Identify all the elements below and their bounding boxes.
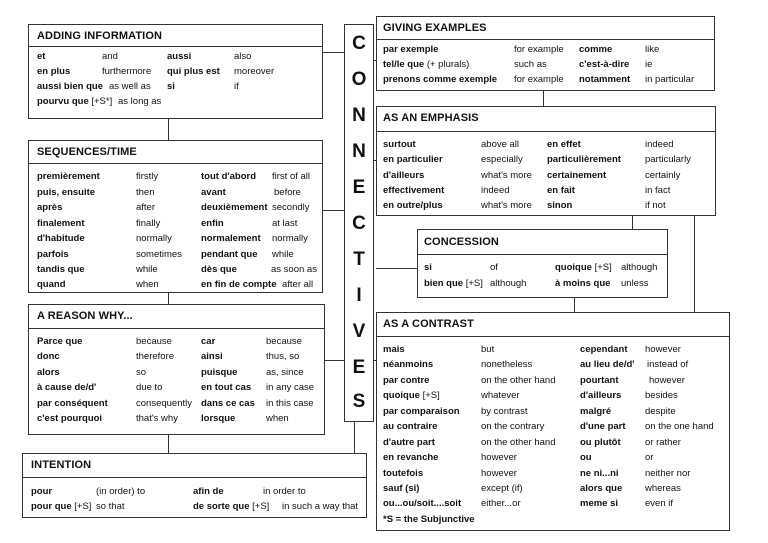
english-meaning: at last xyxy=(272,218,298,229)
english-meaning: therefore xyxy=(136,351,175,362)
section-title: AS A CONTRAST xyxy=(383,318,474,330)
connector-line xyxy=(322,360,344,361)
french-connective: c'est-à-dire xyxy=(579,59,630,70)
english-meaning: on the other hand xyxy=(481,437,556,448)
connector-line xyxy=(574,297,575,312)
english-meaning: of xyxy=(490,262,498,273)
french-connective: d'autre part xyxy=(383,437,435,448)
subjunctive-footnote: *S = the Subjunctive xyxy=(383,514,475,525)
french-connective: à moins que xyxy=(555,278,611,289)
english-meaning: because xyxy=(266,336,302,347)
french-connective: lorsque xyxy=(201,413,236,424)
contrast-box xyxy=(376,312,730,531)
connector-line xyxy=(632,215,633,229)
french-connective: néanmoins xyxy=(383,359,434,370)
english-meaning: moreover xyxy=(234,66,275,77)
french-connective: ne ni...ni xyxy=(580,468,619,479)
french-connective: avant xyxy=(201,187,226,198)
spine-letter: N xyxy=(352,105,366,126)
english-meaning: sometimes xyxy=(136,249,182,260)
english-meaning: indeed xyxy=(645,139,674,150)
french-connective: après xyxy=(37,202,63,213)
english-meaning: or rather xyxy=(645,437,681,448)
english-meaning: instead of xyxy=(647,359,689,370)
english-meaning: normally xyxy=(272,233,308,244)
english-meaning: however xyxy=(645,344,681,355)
french-connective: en tout cas xyxy=(201,382,252,393)
english-meaning: in this case xyxy=(266,398,314,409)
connectives-title-spine xyxy=(344,24,374,422)
spine-letter: E xyxy=(352,357,366,378)
english-meaning: such as xyxy=(514,59,547,70)
english-meaning: first of all xyxy=(272,171,311,182)
english-meaning: in such a way that xyxy=(282,501,359,512)
french-connective: et xyxy=(37,51,46,62)
english-meaning: but xyxy=(481,344,495,355)
giving-examples-box xyxy=(376,16,715,91)
french-connective: ou...ou/soit....soit xyxy=(383,498,462,509)
french-connective: enfin xyxy=(201,218,224,229)
french-connective: par comparaison xyxy=(383,406,460,417)
french-connective: certainement xyxy=(547,170,607,181)
spine-letter: E xyxy=(352,177,366,198)
french-connective: en particulier xyxy=(383,154,443,165)
french-connective: ainsi xyxy=(201,351,223,362)
connector-line xyxy=(694,215,695,312)
connector-line xyxy=(376,268,417,269)
english-meaning: (in order) to xyxy=(96,486,146,497)
spine-letter: S xyxy=(352,391,366,412)
french-connective: bien que [+S] xyxy=(424,278,483,289)
french-connective: si xyxy=(167,81,175,92)
french-connective: d'une part xyxy=(580,421,626,432)
english-meaning: secondly xyxy=(272,202,310,213)
english-meaning: as, since xyxy=(266,367,304,378)
title-divider xyxy=(29,46,322,47)
french-connective: pour que [+S] xyxy=(31,501,92,512)
french-connective: finalement xyxy=(37,218,85,229)
french-connective: de sorte que [+S] xyxy=(193,501,270,512)
title-divider xyxy=(377,39,714,40)
french-connective: puisque xyxy=(201,367,238,378)
english-meaning: besides xyxy=(645,390,678,401)
english-meaning: also xyxy=(234,51,252,62)
english-meaning: for example xyxy=(514,74,564,85)
french-connective: tel/le que (+ plurals) xyxy=(383,59,470,70)
french-connective: dans ce cas xyxy=(201,398,255,409)
french-connective: prenons comme exemple xyxy=(383,74,498,85)
english-meaning: except (if) xyxy=(481,483,523,494)
spine-letter: C xyxy=(352,213,366,234)
french-connective: notamment xyxy=(579,74,631,85)
english-meaning: after xyxy=(136,202,156,213)
english-meaning: what's more xyxy=(481,170,532,181)
french-connective: c'est pourquoi xyxy=(37,413,103,424)
spine-letter: N xyxy=(352,141,366,162)
english-meaning: although xyxy=(621,262,658,273)
french-connective: pourvu que [+S*] xyxy=(37,96,113,107)
spine-letter: O xyxy=(351,69,367,90)
spine-letter: T xyxy=(353,249,365,270)
english-meaning: whatever xyxy=(481,390,520,401)
french-connective: particulièrement xyxy=(547,154,621,165)
english-meaning: in fact xyxy=(645,185,671,196)
french-connective: premièrement xyxy=(37,171,100,182)
english-meaning: what's more xyxy=(481,200,532,211)
french-connective: en fait xyxy=(547,185,575,196)
french-connective: aussi xyxy=(167,51,192,62)
english-meaning: while xyxy=(272,249,294,260)
french-connective: comme xyxy=(579,44,613,55)
french-connective: d'habitude xyxy=(37,233,85,244)
connector-line xyxy=(168,292,169,304)
french-connective: qui plus est xyxy=(167,66,220,77)
french-connective: tandis que xyxy=(37,264,85,275)
title-divider xyxy=(29,328,324,329)
french-connective: malgré xyxy=(580,406,612,417)
english-meaning: by contrast xyxy=(481,406,528,417)
spine-letter: C xyxy=(352,33,366,54)
emphasis-box xyxy=(376,106,716,216)
connector-line xyxy=(168,118,169,140)
french-connective: en fin de compte xyxy=(201,279,277,290)
french-connective: en effet xyxy=(547,139,581,150)
french-connective: sinon xyxy=(547,200,573,211)
connector-line xyxy=(168,434,169,454)
english-meaning: although xyxy=(490,278,527,289)
french-connective: surtout xyxy=(383,139,416,150)
english-meaning: like xyxy=(645,44,660,55)
french-connective: pourtant xyxy=(580,375,619,386)
english-meaning: either...or xyxy=(481,498,521,509)
title-divider xyxy=(29,163,322,164)
english-meaning: after all xyxy=(282,279,314,290)
english-meaning: finally xyxy=(136,218,161,229)
english-meaning: if xyxy=(234,81,239,92)
french-connective: afin de xyxy=(193,486,224,497)
english-meaning: even if xyxy=(645,498,673,509)
french-connective: Parce que xyxy=(37,336,83,347)
title-divider xyxy=(418,254,667,255)
english-meaning: especially xyxy=(481,154,523,165)
english-meaning: nonetheless xyxy=(481,359,533,370)
french-connective: en outre/plus xyxy=(383,200,443,211)
french-connective: en revanche xyxy=(383,452,439,463)
french-connective: cependant xyxy=(580,344,628,355)
english-meaning: before xyxy=(274,187,301,198)
french-connective: tout d'abord xyxy=(201,171,257,182)
english-meaning: on the other hand xyxy=(481,375,556,386)
french-connective: en plus xyxy=(37,66,71,77)
english-meaning: or xyxy=(645,452,654,463)
french-connective: alors que xyxy=(580,483,623,494)
english-meaning: that's why xyxy=(136,413,178,424)
english-meaning: however xyxy=(481,452,517,463)
english-meaning: then xyxy=(136,187,155,198)
french-connective: alors xyxy=(37,367,60,378)
section-title: CONCESSION xyxy=(424,236,499,248)
english-meaning: for example xyxy=(514,44,564,55)
english-meaning: so that xyxy=(96,501,125,512)
spine-letter: V xyxy=(352,321,366,342)
english-meaning: whereas xyxy=(645,483,681,494)
section-title: GIVING EXAMPLES xyxy=(383,22,487,34)
french-connective: meme si xyxy=(580,498,619,509)
french-connective: aussi bien que xyxy=(37,81,103,92)
english-meaning: however xyxy=(649,375,685,386)
english-meaning: due to xyxy=(136,382,163,393)
connector-line xyxy=(322,210,344,211)
french-connective: par contre xyxy=(383,375,430,386)
french-connective: d'ailleurs xyxy=(383,170,425,181)
connector-line xyxy=(543,90,544,106)
french-connective: parfois xyxy=(37,249,69,260)
english-meaning: indeed xyxy=(481,185,510,196)
english-meaning: furthermore xyxy=(102,66,152,77)
english-meaning: because xyxy=(136,336,172,347)
french-connective: donc xyxy=(37,351,60,362)
title-divider xyxy=(377,336,729,337)
french-connective: deuxièmement xyxy=(201,202,268,213)
french-connective: pour xyxy=(31,486,53,497)
french-connective: mais xyxy=(383,344,405,355)
french-connective: effectivement xyxy=(383,185,445,196)
english-meaning: particularly xyxy=(645,154,691,165)
french-connective: au lieu de/d' xyxy=(580,359,635,370)
reason-why-box xyxy=(28,304,325,435)
english-meaning: on the one hand xyxy=(645,421,714,432)
connector-line xyxy=(322,52,344,53)
english-meaning: and xyxy=(102,51,118,62)
section-title: AS AN EMPHASIS xyxy=(383,112,479,124)
english-meaning: certainly xyxy=(645,170,681,181)
english-meaning: in order to xyxy=(263,486,306,497)
english-meaning: unless xyxy=(621,278,649,289)
english-meaning: thus, so xyxy=(266,351,300,362)
english-meaning: while xyxy=(136,264,158,275)
english-meaning: as long as xyxy=(118,96,162,107)
adding-information-box xyxy=(28,24,323,119)
french-connective: par exemple xyxy=(383,44,439,55)
english-meaning: however xyxy=(481,468,517,479)
spine-letter: I xyxy=(356,285,362,306)
english-meaning: in particular xyxy=(645,74,695,85)
english-meaning: despite xyxy=(645,406,676,417)
connector-line xyxy=(354,422,355,454)
french-connective: normalement xyxy=(201,233,261,244)
french-connective: ou plutôt xyxy=(580,437,621,448)
english-meaning: as soon as xyxy=(271,264,317,275)
english-meaning: in any case xyxy=(266,382,315,393)
english-meaning: above all xyxy=(481,139,520,150)
title-divider xyxy=(377,131,715,132)
sequences-time-box xyxy=(28,140,323,293)
french-connective: puis, ensuite xyxy=(37,187,96,198)
section-title: INTENTION xyxy=(31,459,92,471)
concession-box xyxy=(417,229,668,298)
french-connective: quand xyxy=(37,279,66,290)
english-meaning: on the contrary xyxy=(481,421,545,432)
french-connective: car xyxy=(201,336,216,347)
french-connective: au contraire xyxy=(383,421,438,432)
french-connective: à cause de/d' xyxy=(37,382,97,393)
english-meaning: ie xyxy=(645,59,653,70)
french-connective: par conséquent xyxy=(37,398,108,409)
english-meaning: normally xyxy=(136,233,172,244)
section-title: SEQUENCES/TIME xyxy=(37,146,137,158)
english-meaning: when xyxy=(136,279,159,290)
english-meaning: when xyxy=(266,413,289,424)
french-connective: quoique [+S] xyxy=(555,262,612,273)
section-title: A REASON WHY... xyxy=(37,310,133,322)
english-meaning: consequently xyxy=(136,398,192,409)
title-divider xyxy=(23,477,366,478)
english-meaning: if not xyxy=(645,200,666,211)
english-meaning: firstly xyxy=(136,171,159,182)
english-meaning: as well as xyxy=(109,81,151,92)
english-meaning: neither nor xyxy=(645,468,691,479)
french-connective: sauf (si) xyxy=(383,483,420,494)
section-title: ADDING INFORMATION xyxy=(37,30,163,42)
french-connective: d'ailleurs xyxy=(580,390,622,401)
intention-box xyxy=(22,453,367,518)
french-connective: toutefois xyxy=(383,468,424,479)
french-connective: ou xyxy=(580,452,592,463)
french-connective: si xyxy=(424,262,432,273)
french-connective: quoique [+S] xyxy=(383,390,440,401)
french-connective: dès que xyxy=(201,264,237,275)
english-meaning: so xyxy=(136,367,147,378)
french-connective: pendant que xyxy=(201,249,258,260)
